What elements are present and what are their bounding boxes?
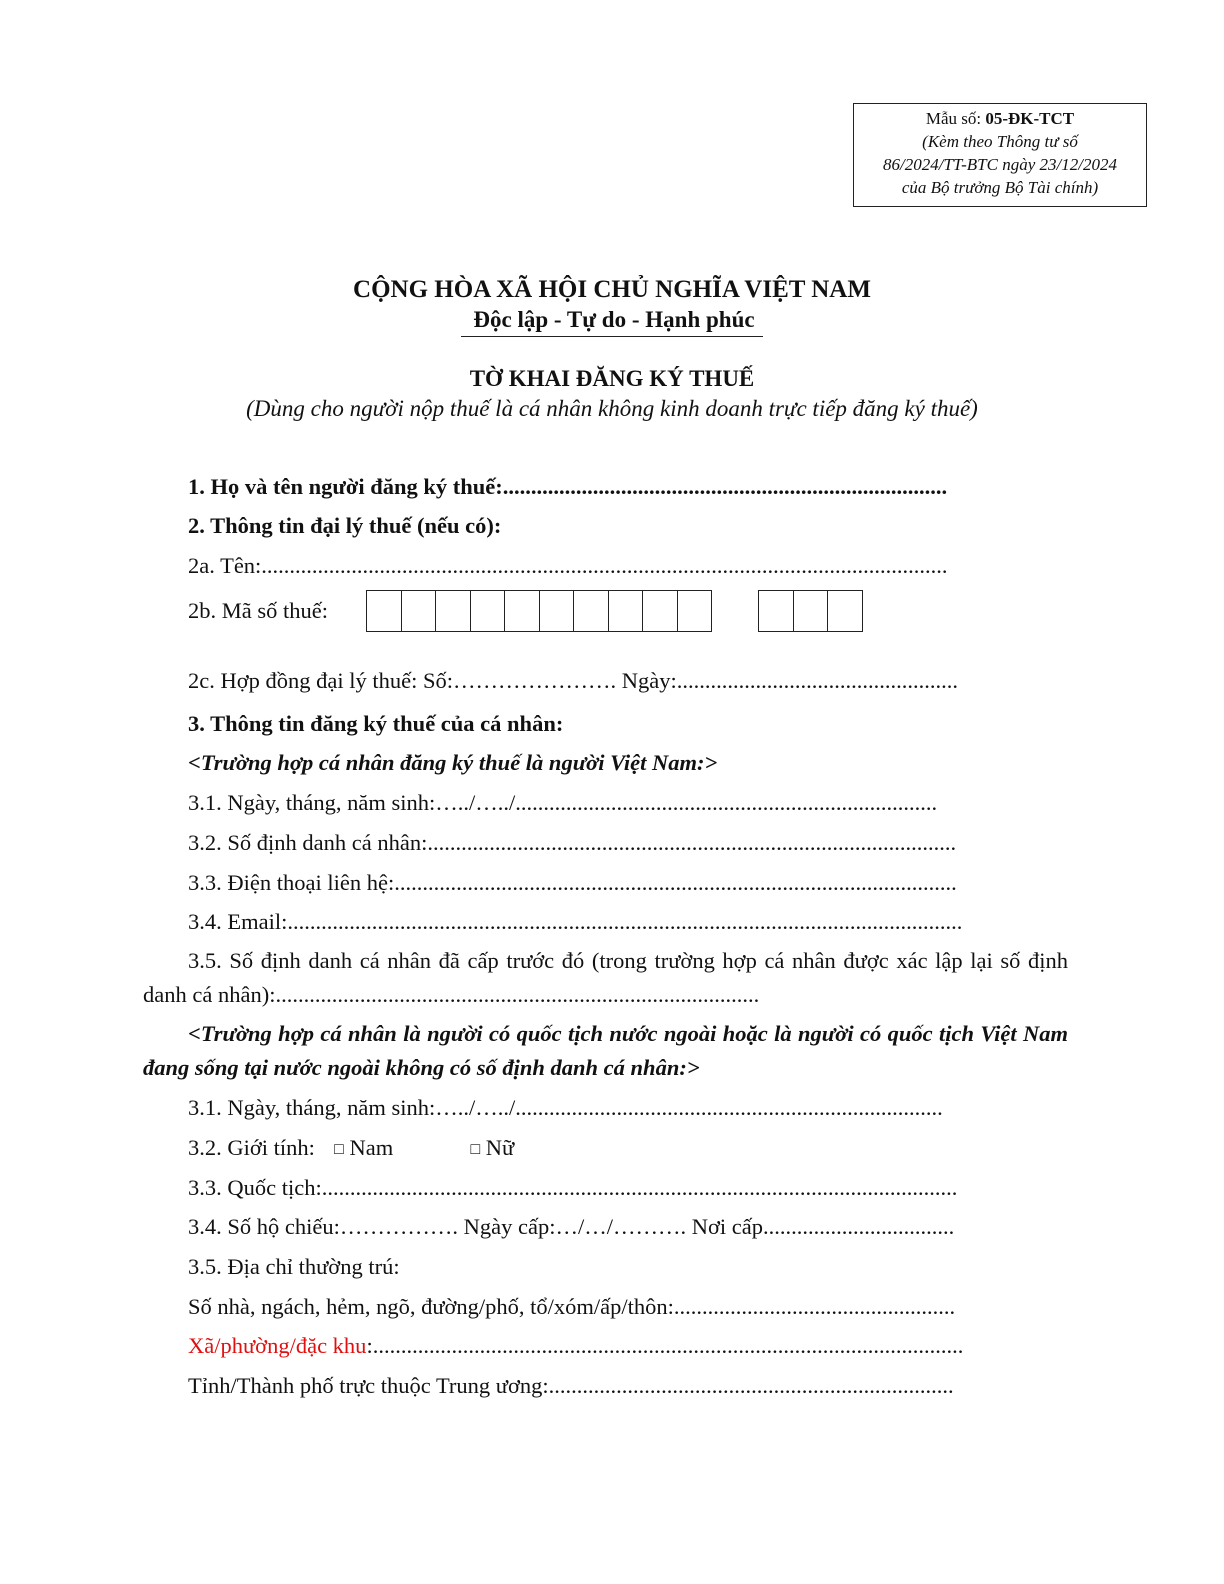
tax-code-digit-cell[interactable] xyxy=(504,590,540,632)
tax-code-digit-cell[interactable] xyxy=(470,590,506,632)
field-foreign-gender xyxy=(188,1135,514,1161)
form-number-prefix: Mẫu số: xyxy=(925,109,986,128)
section-tax-agent-heading: 2. Thông tin đại lý thuế (nếu có): xyxy=(188,513,502,538)
agent-tax-code-main xyxy=(366,590,712,632)
tax-code-digit-cell[interactable] xyxy=(539,590,575,632)
gender-female-label: Nữ xyxy=(485,1135,515,1160)
gender-female-checkbox-icon[interactable]: □ xyxy=(470,1141,481,1158)
form-number-code: 05-ĐK-TCT xyxy=(985,109,1075,128)
field-vn-date-of-birth: 3.1. Ngày, tháng, năm sinh:…../…../........................................................................... xyxy=(188,790,938,815)
agent-tax-code-branch xyxy=(758,590,863,632)
field-foreign-date-of-birth: 3.1. Ngày, tháng, năm sinh:…../…../............................................................................ xyxy=(188,1095,943,1120)
tax-code-digit-cell[interactable] xyxy=(758,590,794,632)
form-issuer: của Bộ trưởng Bộ Tài chính) xyxy=(901,178,1099,197)
tax-code-digit-cell[interactable] xyxy=(366,590,402,632)
field-agent-tax-code-label: 2b. Mã số thuế: xyxy=(188,598,328,623)
field-foreign-passport: 3.4. Số hộ chiếu:……………. Ngày cấp:…/…/………. Nơi cấp.................................. xyxy=(188,1214,955,1239)
field-vn-phone: 3.3. Điện thoại liên hệ:.................................................................................................... xyxy=(188,870,957,895)
field-foreign-province: Tỉnh/Thành phố trực thuộc Trung ương:........................................................................ xyxy=(188,1373,954,1398)
field-vn-email: 3.4. Email:........................................................................................................................ xyxy=(188,909,963,934)
tax-code-digit-cell[interactable] xyxy=(642,590,678,632)
form-number-box xyxy=(853,103,1147,207)
field-foreign-address-heading: 3.5. Địa chỉ thường trú: xyxy=(188,1254,400,1279)
field-full-name: 1. Họ và tên người đăng ký thuế:............................................................................... xyxy=(188,474,948,499)
ward-label: Xã/phường/đặc khu xyxy=(188,1333,367,1358)
field-agent-name: 2a. Tên:.......................................................................................................................... xyxy=(188,553,948,578)
gender-label: 3.2. Giới tính: xyxy=(188,1135,315,1160)
tax-code-digit-cell[interactable] xyxy=(793,590,829,632)
field-foreign-ward: Xã/phường/đặc khu:......................................................................................................... xyxy=(188,1333,964,1358)
tax-code-digit-cell[interactable] xyxy=(827,590,863,632)
gender-male-checkbox-icon[interactable]: □ xyxy=(334,1141,344,1158)
foreign-case-heading: <Trường hợp cá nhân là người có quốc tịch nước ngoài hoặc là người có quốc tịch Việt Nam đang sống tại nước ngoài không có số định danh cá nhân:> xyxy=(143,1021,1068,1080)
field-foreign-nationality: 3.3. Quốc tịch:................................................................................................................. xyxy=(188,1175,958,1200)
form-circular-ref: 86/2024/TT-BTC ngày 23/12/2024 xyxy=(883,155,1117,174)
field-agent-contract: 2c. Hợp đồng đại lý thuế: Số:…………………. Ngày:.................................................. xyxy=(188,668,958,693)
tax-code-digit-cell[interactable] xyxy=(677,590,713,632)
gender-male-label: Nam xyxy=(349,1135,394,1160)
document-subtitle: (Dùng cho người nộp thuế là cá nhân không kinh doanh trực tiếp đăng ký thuế) xyxy=(246,396,978,421)
field-vn-previous-id: 3.5. Số định danh cá nhân đã cấp trước đó (trong trường hợp cá nhân được xác lập lại số định danh cá nhân):...................................................................................... xyxy=(143,948,1068,1007)
national-motto: Độc lập - Tự do - Hạnh phúc xyxy=(461,307,762,337)
field-vn-personal-id: 3.2. Số định danh cá nhân:.............................................................................................. xyxy=(188,830,957,855)
tax-code-digit-cell[interactable] xyxy=(435,590,471,632)
tax-code-digit-cell[interactable] xyxy=(573,590,609,632)
tax-code-digit-cell[interactable] xyxy=(608,590,644,632)
vietnamese-case-heading: <Trường hợp cá nhân đăng ký thuế là người Việt Nam:> xyxy=(188,750,718,775)
field-foreign-street: Số nhà, ngách, hẻm, ngõ, đường/phố, tổ/xóm/ấp/thôn:.................................................. xyxy=(188,1294,956,1319)
tax-code-digit-cell[interactable] xyxy=(401,590,437,632)
section-personal-info-heading: 3. Thông tin đăng ký thuế của cá nhân: xyxy=(188,711,564,736)
national-title: CỘNG HÒA XÃ HỘI CHỦ NGHĨA VIỆT NAM xyxy=(353,276,871,303)
form-attachment-note: (Kèm theo Thông tư số xyxy=(922,132,1078,151)
document-title: TỜ KHAI ĐĂNG KÝ THUẾ xyxy=(469,366,755,391)
